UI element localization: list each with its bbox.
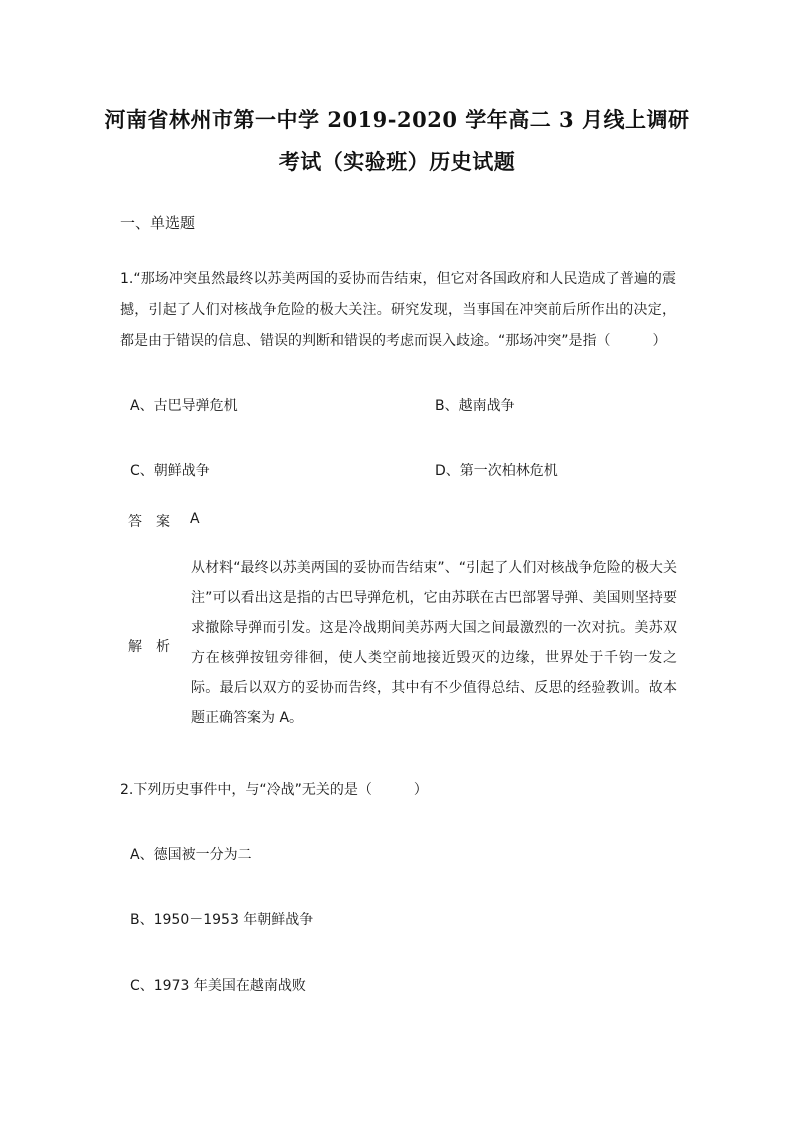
document-title-line1: 河南省林州市第一中学 2019-2020 学年高二 3 月线上调研 [104, 107, 690, 132]
analysis-label: 解析 [128, 639, 184, 655]
question-1-option-b: B、越南战争 [435, 398, 515, 414]
answer-value: A [190, 511, 200, 527]
document-title-line2: 考试（实验班）历史试题 [278, 149, 516, 174]
question-2-option-c: C、1973 年美国在越南战败 [130, 978, 306, 994]
question-1-option-c: C、朝鲜战争 [130, 463, 210, 479]
question-2-stem: 2.下列历史事件中，与“冷战”无关的是（ ） [120, 782, 428, 798]
question-1-option-a: A、古巴导弹危机 [130, 398, 238, 414]
analysis-text: 从材料“最终以苏美两国的妥协而告结束”、“引起了人们对核战争危险的极大关注”可以看出这是指的古巴导弹危机，它由苏联在古巴部署导弹、美国则坚持要求撤除导弹而引发。这是冷战期间美苏两大国之间最激烈的一次对抗。美苏双方在核弹按钮旁徘徊，使人类空前地接近毁灭的边缘，世界处于千钧一发之际。最后以双方的妥协而告终，其中有不少值得总结、反思的经验教训。故本题正确答案为 A。 [191, 560, 677, 726]
question-2-option-a: A、德国被一分为二 [130, 847, 252, 863]
question-2-option-b: B、1950－1953 年朝鲜战争 [130, 912, 314, 928]
question-1-option-d: D、第一次柏林危机 [435, 463, 558, 479]
question-1-stem: 1.“那场冲突虽然最终以苏美两国的妥协而告结束，但它对各国政府和人民造成了普遍的震撼，引起了人们对核战争危险的极大关注。研究发现，当事国在冲突前后所作出的决定，都是由于错误的信息、错误的判断和错误的考虑而误入歧途。“那场冲突”是指（ ） [120, 271, 676, 349]
answer-label: 答案 [128, 514, 184, 530]
section-heading: 一、单选题 [120, 214, 196, 232]
